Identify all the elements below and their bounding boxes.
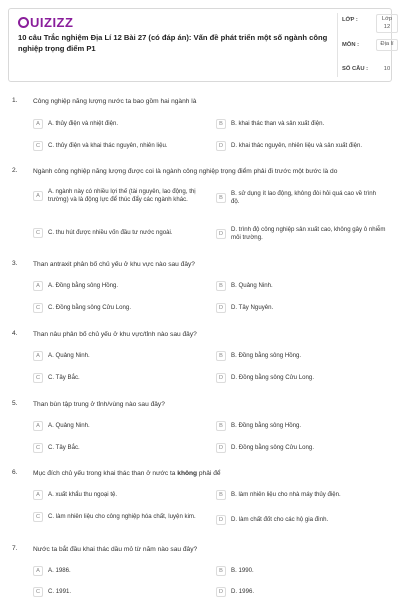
q3-option-c[interactable]: [33, 303, 203, 313]
q2-option-b[interactable]: [216, 190, 386, 206]
q4-option-a[interactable]: [33, 351, 203, 361]
option-letter: B: [216, 281, 226, 291]
q3-option-a[interactable]: [33, 281, 203, 291]
option-letter: A: [33, 566, 43, 576]
option-letter: B: [216, 421, 226, 431]
option-text: C. Tây Bắc.: [48, 374, 80, 382]
q2-option-c[interactable]: [33, 228, 205, 238]
question-number: 1.: [12, 97, 18, 104]
q1-option-c[interactable]: [33, 141, 203, 151]
q7-option-d[interactable]: [216, 587, 386, 597]
option-letter: D: [216, 515, 226, 525]
class-label: LỚP :: [342, 17, 358, 23]
q6-option-b[interactable]: [216, 490, 386, 500]
option-text: C. Tây Bắc.: [48, 444, 80, 452]
option-text: C. làm nhiên liệu cho công nghiệp hóa chất, luyện kim.: [48, 513, 196, 521]
option-letter: A: [33, 281, 43, 291]
q7-option-c[interactable]: [33, 587, 203, 597]
option-letter: B: [216, 119, 226, 129]
option-letter: C: [33, 373, 43, 383]
option-text: A. Quảng Ninh.: [48, 352, 90, 360]
option-text: A. xuất khẩu thu ngoại tệ.: [48, 491, 118, 499]
question-number: 5.: [12, 400, 18, 407]
q1-option-b[interactable]: [216, 119, 386, 129]
q6-option-a[interactable]: [33, 490, 203, 500]
question-number: 2.: [12, 167, 18, 174]
question-text: Công nghiệp năng lượng nước ta bao gồm hai ngành là: [33, 98, 197, 105]
option-text: D. trình độ công nghiệp sản xuất cao, không gây ô nhiễm môi trường.: [231, 226, 386, 241]
q3-option-d[interactable]: [216, 303, 386, 313]
option-letter: A: [33, 490, 43, 500]
option-text: B. 1990.: [231, 567, 254, 575]
option-letter: A: [33, 191, 43, 201]
option-text: B. làm nhiên liệu cho nhà máy thủy điện.: [231, 491, 341, 499]
q5-option-d[interactable]: [216, 443, 386, 453]
option-letter: C: [33, 303, 43, 313]
option-letter: C: [33, 587, 43, 597]
worksheet-title: 10 câu Trắc nghiệm Địa Lí 12 Bài 27 (có đáp án): Vấn đề phát triển một số ngành công nghiệp trọng điểm P1: [18, 33, 328, 53]
q7-option-a[interactable]: [33, 566, 203, 576]
option-letter: D: [216, 373, 226, 383]
q5-option-c[interactable]: [33, 443, 203, 453]
question-text: Than antraxit phân bố chủ yếu ở khu vực nào sau đây?: [33, 261, 195, 268]
q1-option-a[interactable]: [33, 119, 203, 129]
option-letter: B: [216, 193, 226, 203]
option-letter: B: [216, 566, 226, 576]
question-text: Than nâu phân bố chủ yếu ở khu vực/tỉnh nào sau đây?: [33, 331, 197, 338]
class-value: Lớp 12: [376, 14, 398, 33]
question-number: 6.: [12, 469, 18, 476]
count-value: 10: [383, 66, 391, 72]
option-letter: D: [216, 443, 226, 453]
option-letter: C: [33, 141, 43, 151]
quizizz-logo[interactable]: [18, 15, 73, 30]
subject-value: Địa lí: [376, 39, 398, 51]
option-text: B. Quảng Ninh.: [231, 282, 273, 290]
q5-option-b[interactable]: [216, 421, 386, 431]
q2-option-d[interactable]: [216, 226, 388, 242]
option-text: B. Đồng bằng sông Hồng.: [231, 422, 302, 430]
option-text: B. khai thác than và sản xuất điện.: [231, 120, 325, 128]
q6-option-c[interactable]: [33, 512, 205, 522]
question-text: Than bùn tập trung ở tỉnh/vùng nào sau đây?: [33, 401, 165, 408]
option-text: C. 1991.: [48, 588, 72, 596]
option-text: B. Đồng bằng sông Hồng.: [231, 352, 302, 360]
question-number: 4.: [12, 330, 18, 337]
option-text: C. Đồng bằng sông Cửu Long.: [48, 304, 132, 312]
q4-option-b[interactable]: [216, 351, 386, 361]
question-number: 3.: [12, 260, 18, 267]
option-text: C. thu hút được nhiều vốn đầu tư nước ngoài.: [48, 229, 173, 237]
option-text: A. Đồng bằng sông Hồng.: [48, 282, 119, 290]
question-text: [33, 469, 383, 478]
option-text: D. khai thác nguyên, nhiên liệu và sản xuất điện.: [231, 142, 363, 150]
option-text: D. Đồng bằng sông Cửu Long.: [231, 374, 315, 382]
option-text: D. Tây Nguyên.: [231, 304, 274, 312]
question-text-part: Mục đích chủ yếu trong khai thác than ở nước ta: [33, 470, 178, 477]
option-letter: B: [216, 490, 226, 500]
question-text-emphasis: không: [177, 470, 198, 477]
q5-option-a[interactable]: [33, 421, 203, 431]
question-text-part: phải để: [197, 470, 221, 477]
q7-option-b[interactable]: [216, 566, 386, 576]
option-letter: D: [216, 141, 226, 151]
q1-option-d[interactable]: [216, 141, 388, 151]
question-text: Ngành công nghiệp năng lượng được coi là ngành công nghiệp trọng điểm phải đi trước một bước là do: [33, 168, 338, 175]
option-letter: B: [216, 351, 226, 361]
question-text: Nước ta bắt đầu khai thác dầu mỏ từ năm nào sau đây?: [33, 546, 198, 553]
logo-text: UIZIZZ: [30, 15, 74, 30]
option-text: D. 1996.: [231, 588, 255, 596]
option-text: D. làm chất đốt cho các hộ gia đình.: [231, 516, 329, 524]
option-letter: C: [33, 228, 43, 238]
option-letter: A: [33, 351, 43, 361]
logo-q-icon: [18, 17, 29, 28]
option-letter: D: [216, 229, 226, 239]
q2-option-a[interactable]: [33, 188, 205, 204]
option-text: C. thủy điện và khai thác nguyên, nhiên liệu.: [48, 142, 168, 150]
q4-option-c[interactable]: [33, 373, 203, 383]
q4-option-d[interactable]: [216, 373, 386, 383]
option-letter: C: [33, 443, 43, 453]
option-letter: D: [216, 303, 226, 313]
option-letter: A: [33, 421, 43, 431]
option-text: B. sử dụng ít lao động, không đòi hỏi quá cao về trình độ.: [231, 190, 377, 205]
option-text: A. Quảng Ninh.: [48, 422, 90, 430]
q3-option-b[interactable]: [216, 281, 386, 291]
option-text: D. Đồng bằng sông Cửu Long.: [231, 444, 315, 452]
header-divider: [337, 13, 338, 77]
option-text: A. ngành này có nhiều lợi thế (tài nguyên, lao động, thị trường) và là động lực để thúc đẩy các ngành khác.: [48, 188, 196, 203]
option-letter: A: [33, 119, 43, 129]
option-text: A. 1986.: [48, 567, 71, 575]
worksheet-header: [8, 8, 392, 82]
question-number: 7.: [12, 545, 18, 552]
subject-label: MÔN :: [342, 42, 360, 48]
option-text: A. thủy điện và nhiệt điện.: [48, 120, 119, 128]
option-letter: C: [33, 512, 43, 522]
q6-option-d[interactable]: [216, 515, 386, 525]
option-letter: D: [216, 587, 226, 597]
count-label: SỐ CÂU :: [342, 66, 369, 72]
